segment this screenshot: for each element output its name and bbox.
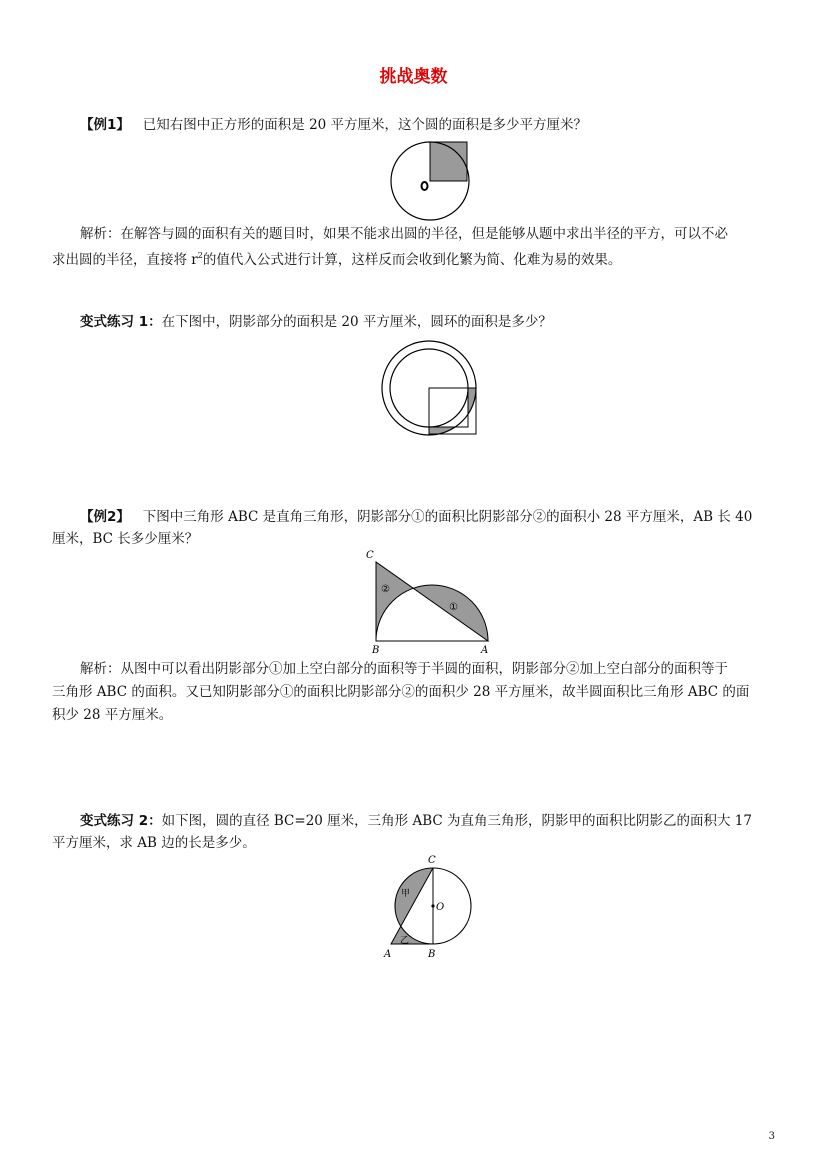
example1-analysis-line2: 求出圆的半径，直接将 $r^2$的值代入公式进行计算，这样反而会收到化繁为简、化难为易的效果。 [52,251,622,268]
example2-analysis-line2: 三角形 ABC 的面积。又已知阴影部分①的面积比阴影部分②的面积少 28 平方厘米，故半圆面积比三角形 ABC 的面 [52,684,750,700]
example2-label-region2: ② [381,584,390,595]
practice2-label-c: C [428,855,436,866]
practice2-center-dot [431,904,434,907]
example1-center-mark [422,182,428,190]
practice2-question-line1: 变式练习 2：如下图，圆的直径 BC=20 厘米，三角形 ABC 为直角三角形，阴影甲的面积比阴影乙的面积大 17 [80,813,752,829]
example2-label-b: B [372,645,380,656]
practice1-question-line [80,313,552,331]
practice1-figure [380,340,480,436]
practice2-label-b: B [428,949,436,960]
practice2-label: 变式练习 2： [80,813,162,829]
practice1-question: 在下图中，阴影部分的面积是 20 平方厘米，圆环的面积是多少？ [161,314,552,330]
practice2-label-o: O [436,902,445,913]
example2-figure [360,546,495,656]
practice2-label-yi: 乙 [400,936,410,946]
example2-label-c: C [366,550,374,561]
example1-analysis-line1: 解析：在解答与圆的面积有关的题目时，如果不能求出圆的半径，但是能够从题中求出半径的平方，可以不必 [80,226,728,242]
page-number: 3 [768,1131,775,1142]
practice2-figure [380,850,480,962]
example2-label-region1: ① [449,602,458,613]
practice1-label: 变式练习 1： [80,314,162,330]
example2-analysis-line3: 积少 28 平方厘米。 [52,707,173,723]
example1-question: 已知右图中正方形的面积是 20 平方厘米，这个圆的面积是多少平方厘米？ [142,117,588,133]
practice2-label-jia: 甲 [401,889,411,899]
example1-figure [385,138,475,224]
practice2-label-a: A [384,949,392,960]
example1-shaded-square [430,142,467,181]
example1-question-line [80,116,587,134]
example1-label: 【例1】 [80,117,130,133]
example2-question-line2: 厘米，BC 长多少厘米？ [52,531,199,547]
practice2-question-line2: 平方厘米，求 AB 边的长是多少。 [52,835,256,851]
page-title: 挑战奥数 [379,67,448,87]
example2-question-line1: 【例2】 下图中三角形 ABC 是直角三角形，阴影部分①的面积比阴影部分②的面积小 28 平方厘米，AB 长 40 [80,509,753,525]
example2-analysis-line1: 解析：从图中可以看出阴影部分①加上空白部分的面积等于半圆的面积，阴影部分②加上空白部分的面积等于 [80,661,728,677]
example2-label-a: A [481,645,489,656]
example2-label: 【例2】 [80,509,130,525]
